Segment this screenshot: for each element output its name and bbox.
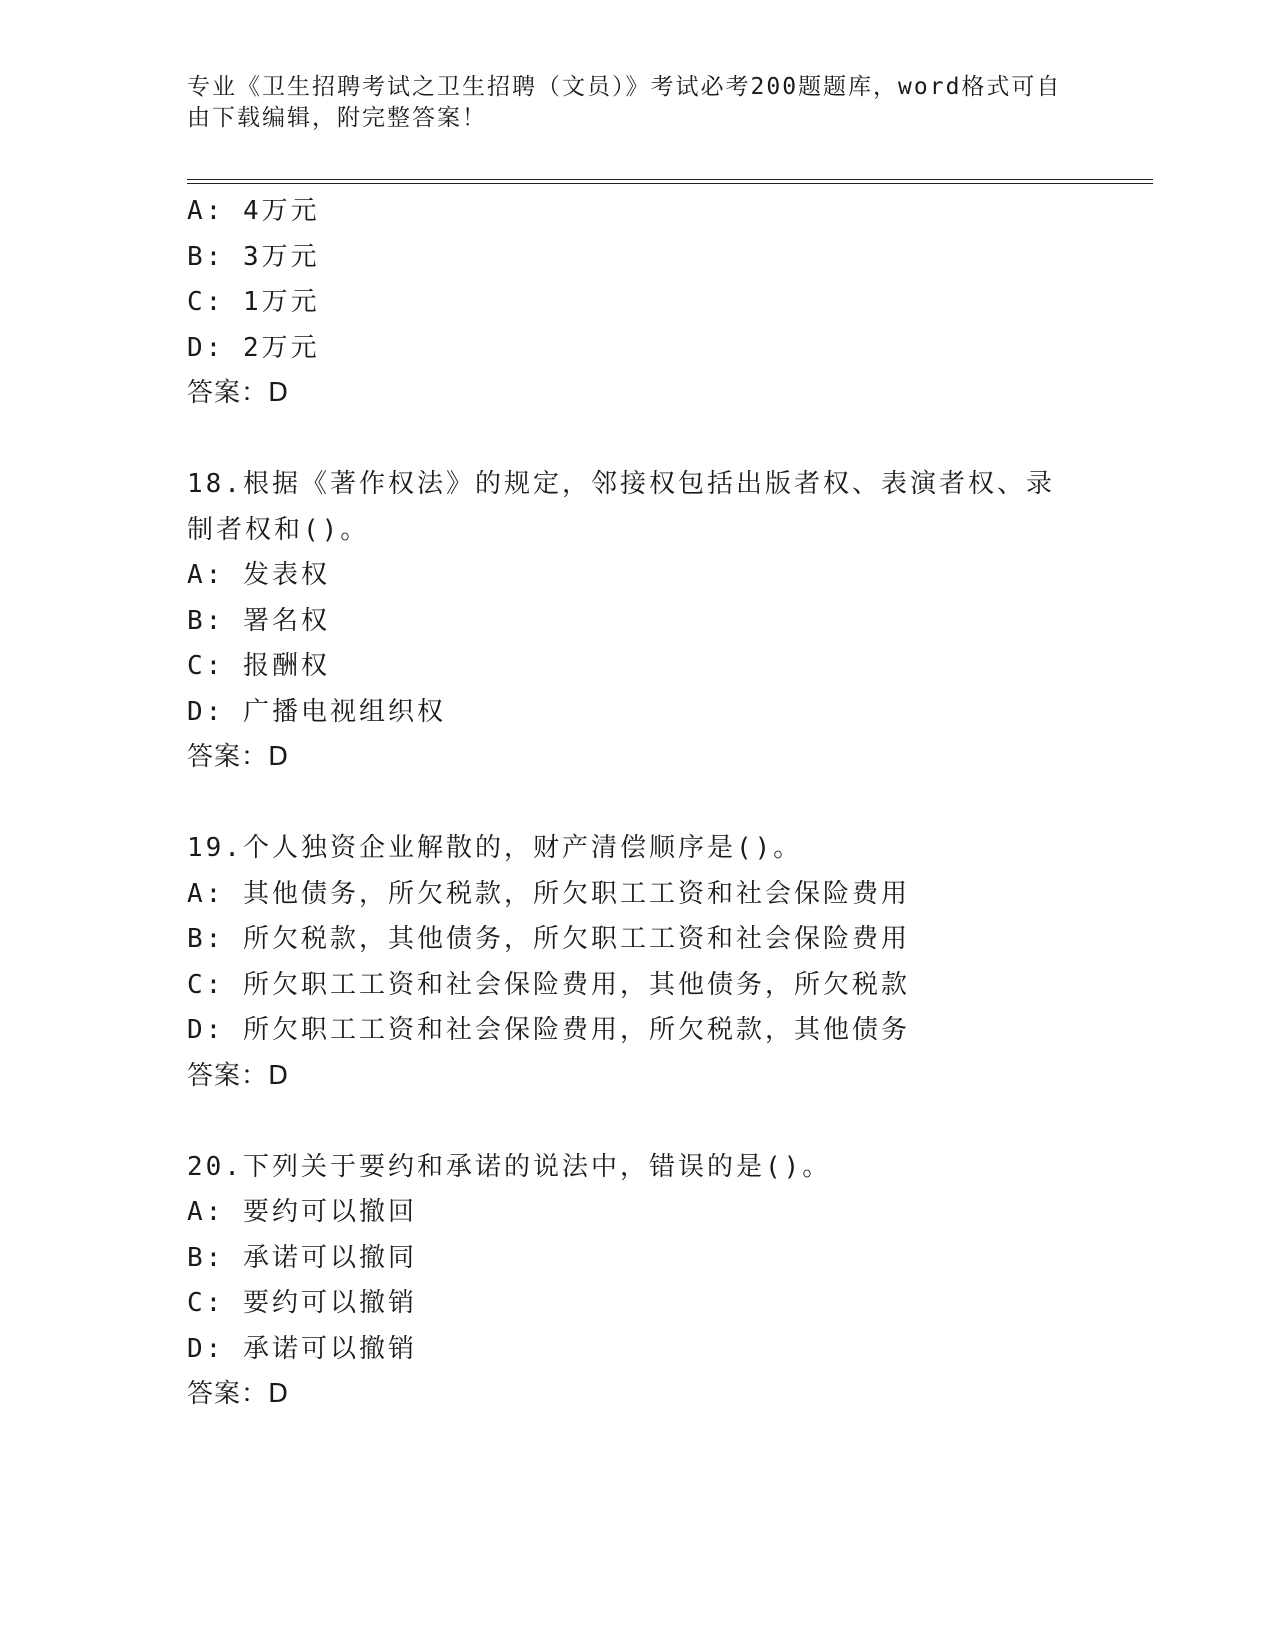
option-d: D: 所欠职工工资和社会保险费用，所欠税款，其他债务: [187, 1015, 910, 1045]
option-b: B: 承诺可以撤同: [187, 1242, 417, 1273]
question-stem: 18.根据《著作权法》的规定，邻接权包括出版者权、表演者权、录制者权和()。: [187, 469, 1055, 545]
option-b: B: 所欠税款，其他债务，所欠职工工资和社会保险费用: [187, 924, 910, 954]
option-d: D: 2万元: [187, 332, 320, 363]
question-20: [187, 1145, 1087, 1418]
option-d: D: 承诺可以撤销: [187, 1333, 417, 1364]
question-stem: 20.下列关于要约和承诺的说法中，错误的是()。: [187, 1151, 832, 1182]
question-list: [187, 189, 1087, 1418]
option-a: A: 其他债务，所欠税款，所欠职工工资和社会保险费用: [187, 878, 910, 909]
question-gap: [187, 781, 1087, 827]
question-19: [187, 826, 1087, 1099]
option-d: D: 广播电视组织权: [187, 696, 446, 727]
answer: 答案：D: [187, 378, 290, 408]
option-a: A: 发表权: [187, 560, 330, 590]
header-rule-top: [187, 179, 1153, 180]
answer: 答案：D: [187, 1379, 290, 1409]
option-c: C: 1万元: [187, 287, 320, 317]
question-17: [187, 189, 1087, 417]
option-b: B: 3万元: [187, 241, 320, 272]
document-header: 专业《卫生招聘考试之卫生招聘（文员）》考试必考200题题库，word格式可自由下载编辑，附完整答案！: [187, 74, 1062, 131]
question-gap: [187, 417, 1087, 463]
option-c: C: 报酬权: [187, 651, 330, 681]
question-18: [187, 462, 1087, 781]
option-a: A: 4万元: [187, 196, 320, 226]
option-c: C: 所欠职工工资和社会保险费用，其他债务，所欠税款: [187, 969, 910, 1000]
option-b: B: 署名权: [187, 605, 330, 636]
answer: 答案：D: [187, 742, 290, 772]
question-gap: [187, 1099, 1087, 1145]
option-c: C: 要约可以撤销: [187, 1288, 417, 1318]
question-stem: 19.个人独资企业解散的，财产清偿顺序是()。: [187, 833, 803, 863]
option-a: A: 要约可以撤回: [187, 1197, 417, 1227]
answer: 答案：D: [187, 1060, 290, 1091]
header-rule-bottom: [187, 183, 1153, 184]
